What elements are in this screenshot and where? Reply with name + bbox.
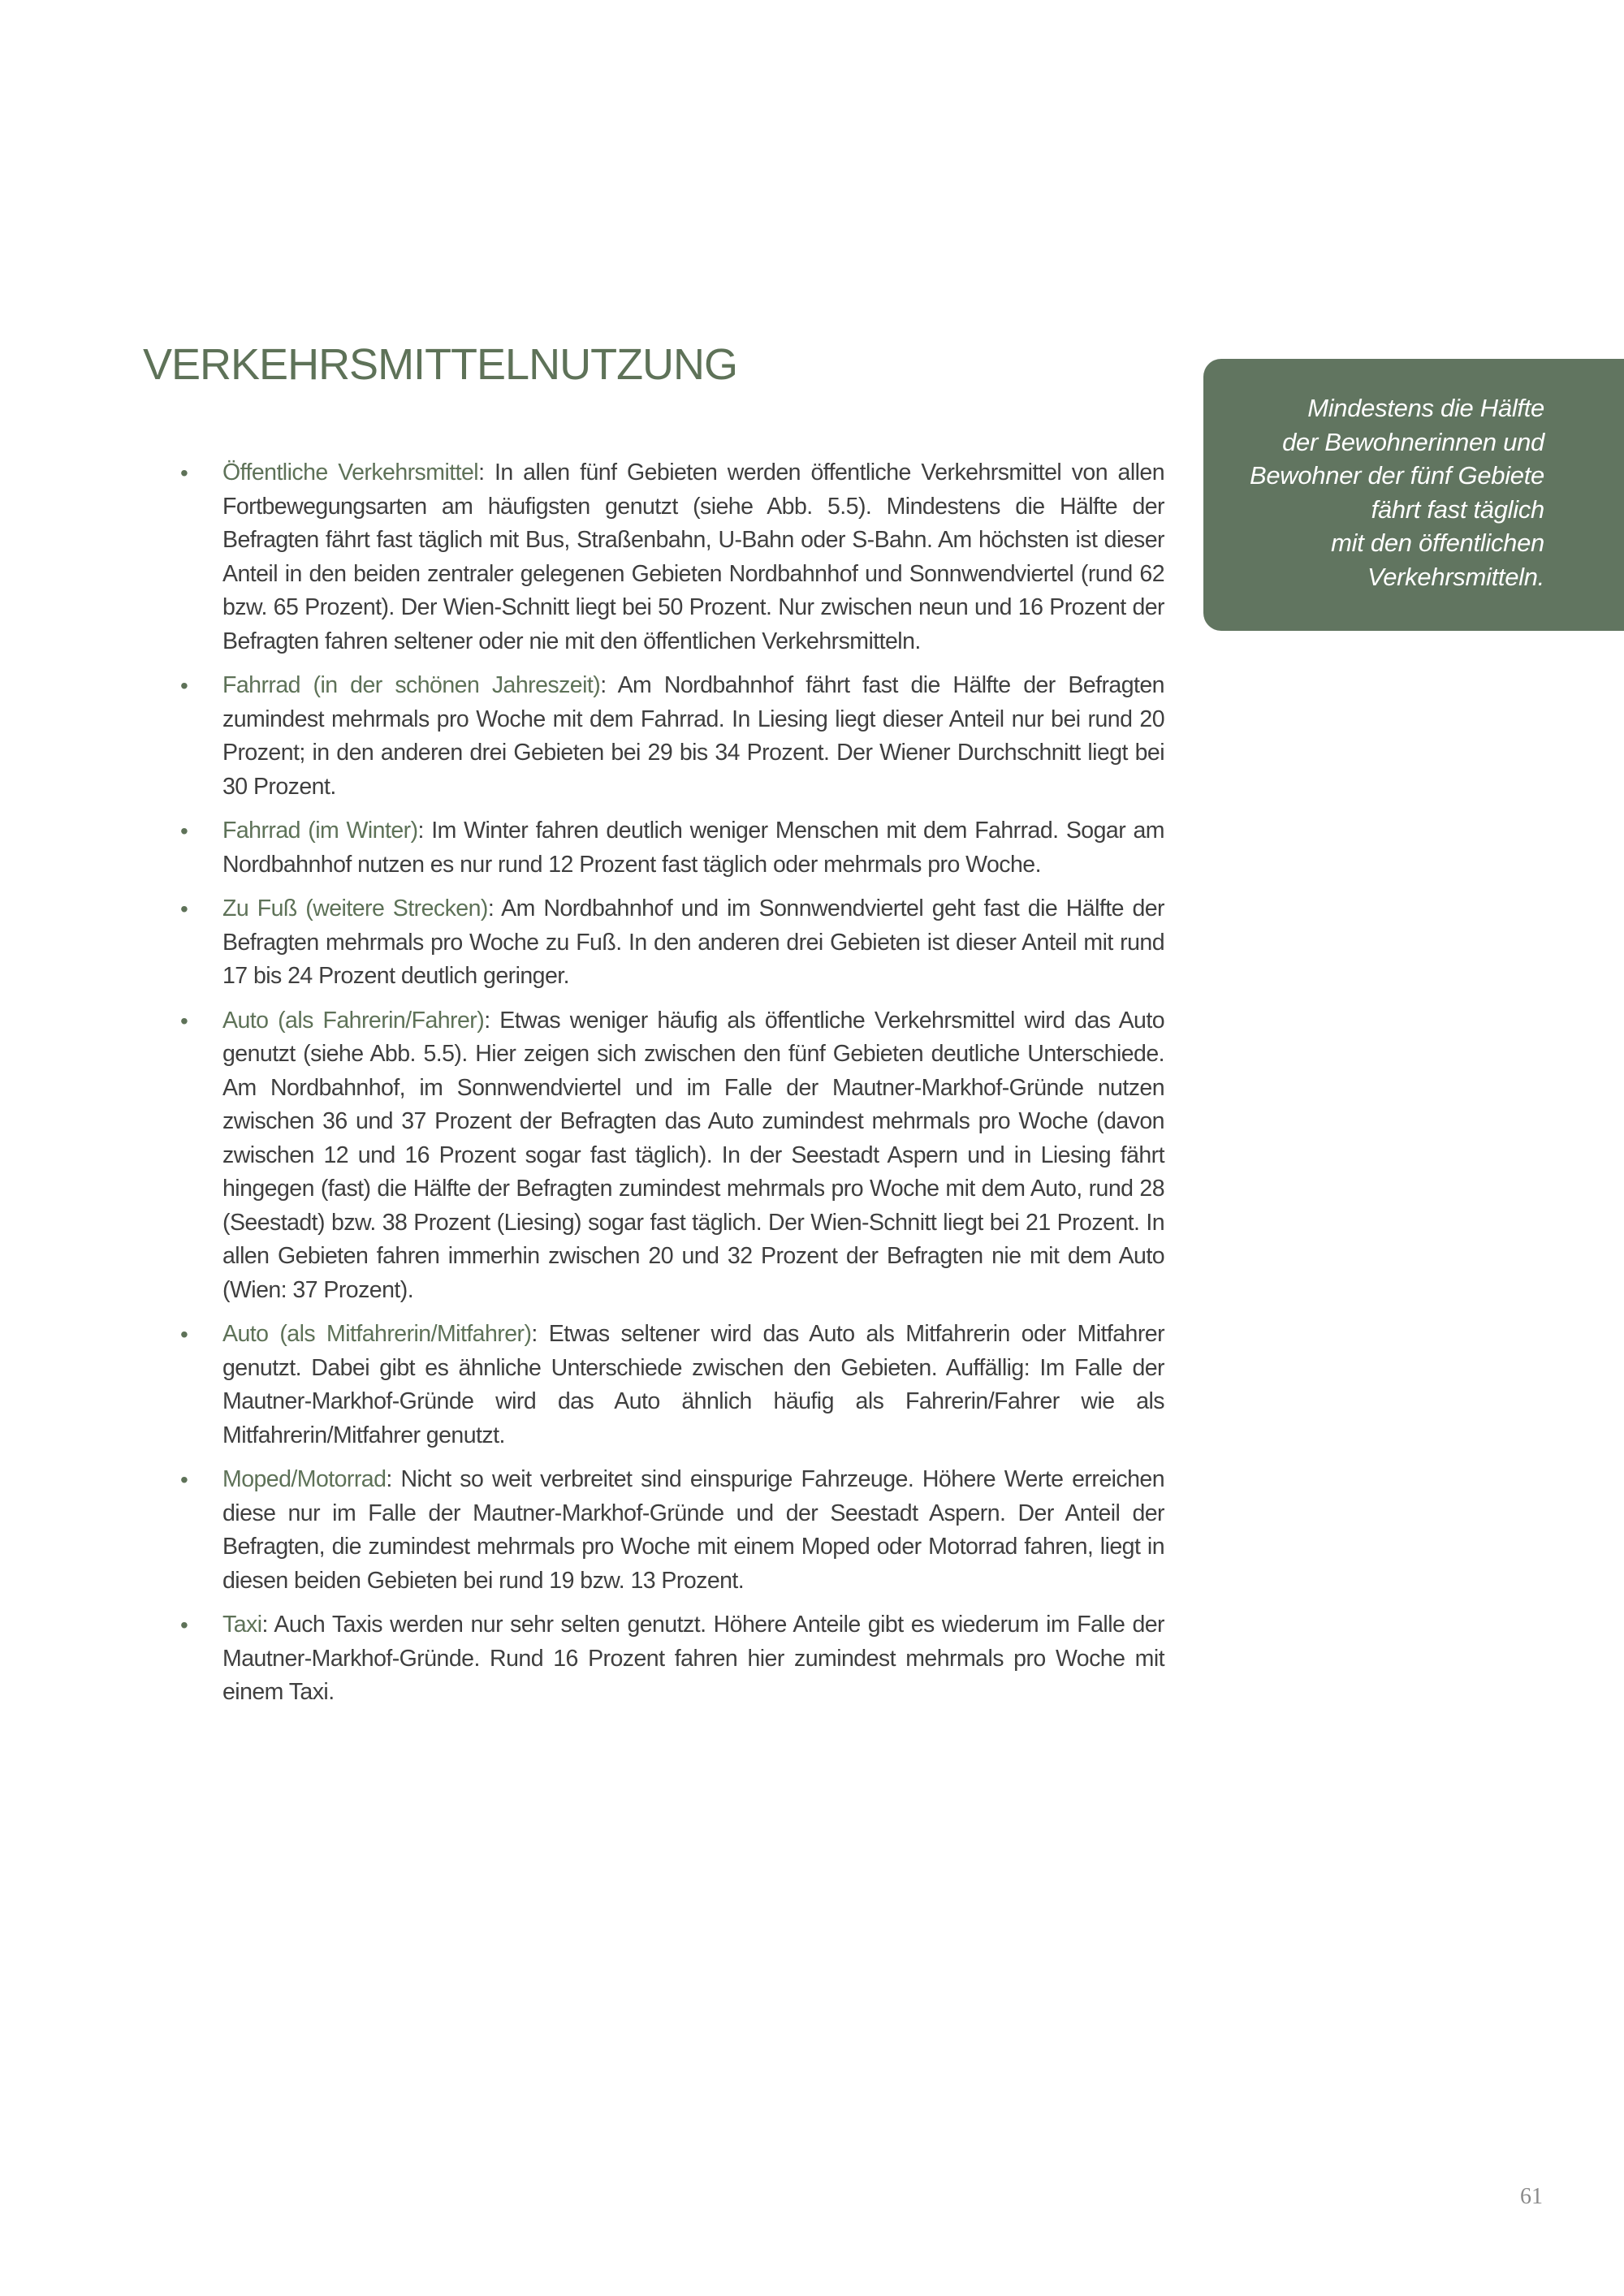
list-item-car-driver	[180, 1004, 1164, 1308]
bullet-icon: •	[180, 1008, 188, 1034]
item-term: Auto (als Mitfahrerin/Mitfahrer)	[222, 1321, 532, 1347]
page-title: VERKEHRSMITTELNUTZUNG	[143, 340, 738, 389]
sidebar-quote-line: Bewohner der fünf Gebiete	[1249, 461, 1544, 490]
item-text: : Etwas weniger häufig als öffentliche Verkehrsmittel wird das Auto genutzt (siehe Abb. 5.5). Hier zeigen sich zwischen den fünf Gebieten deutliche Unterschiede. Am Nordbahnhof, im Sonnwendviertel und im Falle der Mautner-Markhof-Gründe nutzen zwischen 36 und 37 Prozent der Befragten das Auto zumindest mehrmals pro Woche (davon zwischen 12 und 16 Prozent sogar fast täglich). In der Seestadt Aspern und in Liesing fährt hingegen (fast) die Hälfte der Befragten zumindest mehrmals pro Woche mit dem Auto, rund 28 (Seestadt) bzw. 38 Prozent (Liesing) sogar fast täglich. Der Wien-Schnitt liegt bei 21 Prozent. In allen Gebieten fahren immerhin zwischen 20 und 32 Prozent der Befragten nie mit dem Auto (Wien: 37 Prozent).	[222, 1007, 1165, 1303]
item-term: Öffentliche Verkehrsmittel	[222, 460, 479, 486]
sidebar-quote-line: Mindestens die Hälfte	[1307, 394, 1544, 422]
item-text: : Am Nordbahnhof fährt fast die Hälfte der Befragten zumindest mehrmals pro Woche mit dem Fahrrad. In Liesing liegt dieser Anteil nur bei rund 20 Prozent; in den anderen drei Gebieten bei 29 bis 34 Prozent. Der Wiener Durchschnitt liegt bei 30 Prozent.	[222, 672, 1164, 800]
list-item-taxi	[180, 1608, 1164, 1710]
sidebar-quote-line: Verkehrsmitteln.	[1367, 562, 1544, 591]
item-term: Fahrrad (in der schönen Jahreszeit)	[222, 672, 601, 698]
item-text: : Im Winter fahren deutlich weniger Menschen mit dem Fahrrad. Sogar am Nordbahnhof nutzen es nur rund 12 Prozent fast täglich oder mehrmals pro Woche.	[222, 818, 1164, 878]
item-term: Fahrrad (im Winter)	[222, 818, 418, 844]
item-text: : Nicht so weit verbreitet sind einspurige Fahrzeuge. Höhere Werte erreichen diese nur im Falle der Mautner-Markhof-Gründe und der Seestadt Aspern. Der Anteil der Befragten, die zumindest mehrmals pro Woche mit einem Moped oder Motorrad fahren, liegt in diesen beiden Gebieten bei rund 19 bzw. 13 Prozent.	[222, 1466, 1164, 1594]
item-text: : Auch Taxis werden nur sehr selten genutzt. Höhere Anteile gibt es wiederum im Falle der Mautner-Markhof-Gründe. Rund 16 Prozent fahren hier zumindest mehrmals pro Woche mit einem Taxi.	[222, 1612, 1164, 1705]
page-number: 61	[1520, 2184, 1543, 2209]
list-item-car-passenger	[180, 1318, 1164, 1452]
bullet-icon: •	[180, 460, 188, 486]
sidebar-quote-line: mit den öffentlichen	[1331, 529, 1544, 557]
list-item-public-transport	[180, 456, 1164, 658]
item-term: Zu Fuß (weitere Strecken)	[222, 896, 488, 921]
item-term: Auto (als Fahrerin/Fahrer)	[222, 1007, 485, 1034]
bullet-icon: •	[180, 1467, 188, 1492]
sidebar-quote-line: fährt fast täglich	[1371, 494, 1544, 524]
item-text: : In allen fünf Gebieten werden öffentliche Verkehrsmittel von allen Fortbewegungsarten am häufigsten genutzt (siehe Abb. 5.5). Mindestens die Hälfte der Befragten fährt fast täglich mit Bus, Straßenbahn, U-Bahn oder S-Bahn. Am höchsten ist dieser Anteil in den beiden zentraler gelegenen Gebieten Nordbahnhof und Sonnwendviertel (rund 62 bzw. 65 Prozent). Der Wien-Schnitt liegt bei 50 Prozent. Nur zwischen neun und 16 Prozent der Befragten fahren seltener oder nie mit den öffentlichen Verkehrsmitteln.	[222, 460, 1165, 654]
item-term: Taxi	[222, 1612, 262, 1638]
item-text: : Etwas seltener wird das Auto als Mitfahrerin oder Mitfahrer genutzt. Dabei gibt es ähnliche Unterschiede zwischen den Gebieten. Auffällig: Im Falle der Mautner-Markhof-Gründe wird das Auto ähnlich häufig als Fahrerin/Fahrer wie als Mitfahrerin/Mitfahrer genutzt.	[222, 1321, 1165, 1448]
bullet-icon: •	[180, 1322, 188, 1347]
list-item-moped	[180, 1463, 1164, 1598]
sidebar-quote-line: der Bewohnerinnen und	[1282, 427, 1544, 456]
bullet-icon: •	[180, 818, 188, 844]
list-item-bicycle-winter	[180, 814, 1164, 882]
item-term: Moped/Motorrad	[222, 1466, 387, 1492]
bullet-icon: •	[180, 896, 188, 921]
bullet-icon: •	[180, 1612, 188, 1638]
item-text: : Am Nordbahnhof und im Sonnwendviertel geht fast die Hälfte der Befragten mehrmals pro Woche zu Fuß. In den anderen drei Gebieten ist dieser Anteil mit rund 17 bis 24 Prozent deutlich geringer.	[222, 896, 1164, 989]
list-item-bicycle-summer	[180, 669, 1164, 804]
bullet-icon: •	[180, 673, 188, 698]
list-item-walking	[180, 892, 1164, 994]
content-list	[180, 456, 1164, 1720]
sidebar-quote-box	[1203, 359, 1624, 631]
